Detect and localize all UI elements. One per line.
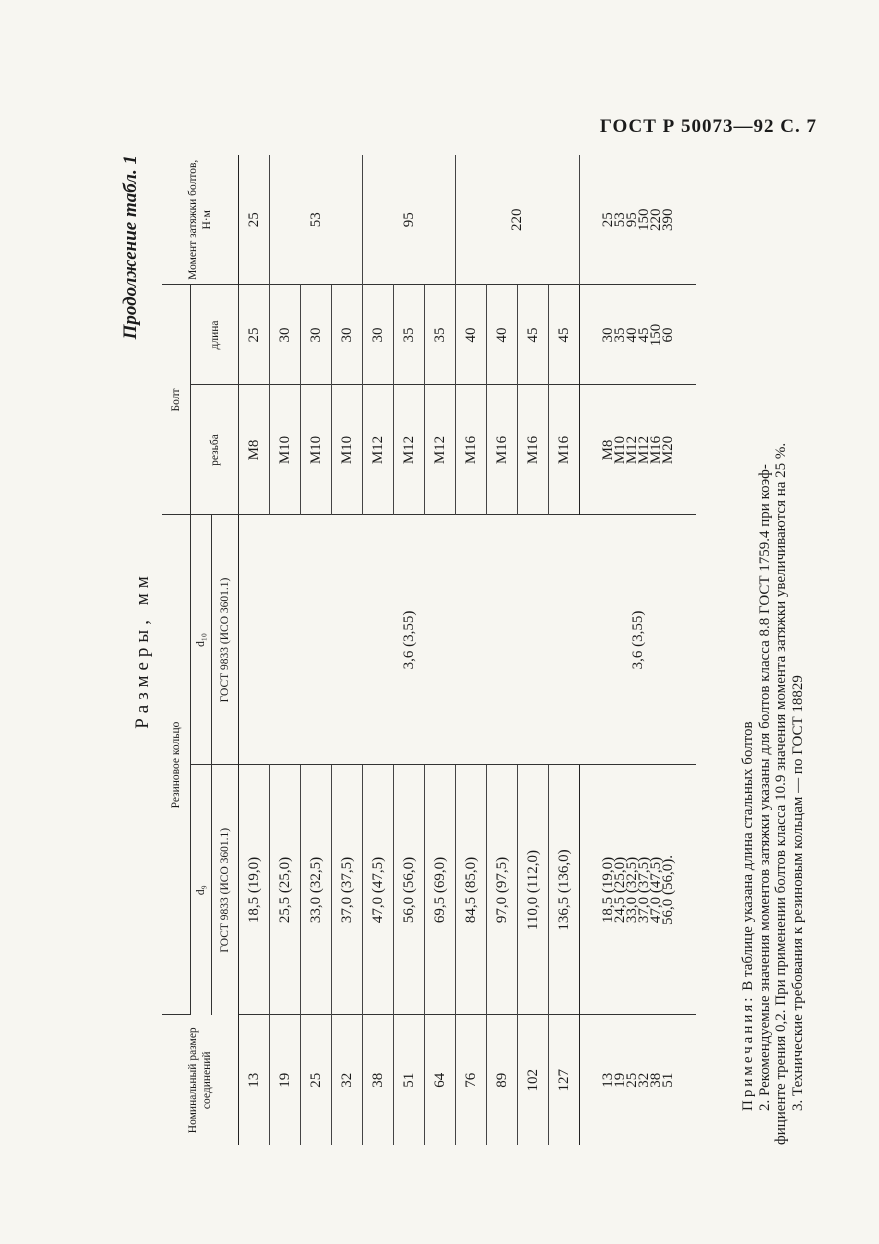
header-d10: d₁₀ — [191, 515, 212, 765]
cell-torque: 25 — [239, 155, 270, 285]
cell-thread: М12 — [425, 385, 456, 515]
cell-length: 35 — [394, 285, 425, 385]
cell-length: 30 — [332, 285, 363, 385]
cell-d9: 56,0 (56,0) — [394, 765, 425, 1015]
cell-d9: 33,0 (32,5) — [301, 765, 332, 1015]
header-d9-standard: ГОСТ 9833 (ИСО 3601.1) — [212, 765, 239, 1015]
note-2b: фициенте трения 0,2. При применении болтов класса 10.9 значения момента затяжки увеличиваются на 25 %. — [773, 442, 789, 1145]
header-bolt: Болт — [162, 285, 191, 515]
header-d9: d₉ — [191, 765, 212, 1015]
header-thread: резьба — [191, 385, 239, 515]
cell-thread: М8 — [239, 385, 270, 515]
cell-d9: 69,5 (69,0) — [425, 765, 456, 1015]
dimensions-table — [162, 155, 696, 1145]
cell-length: 35 — [425, 285, 456, 385]
note-1: Примечания: В таблице указана длина стальных болтов — [740, 721, 756, 1111]
table-title: Размеры, мм — [132, 571, 153, 729]
cell-length: 40 — [456, 285, 487, 385]
table-row — [239, 155, 270, 1145]
notes-label: Примечания: — [740, 994, 756, 1111]
cell-length: 30 — [301, 285, 332, 385]
page-header: ГОСТ Р 50073—92 С. 7 — [599, 116, 817, 137]
cell-d9: 25,5 (25,0) — [270, 765, 301, 1015]
cell-thread: М16 — [518, 385, 549, 515]
cell-length: 30 — [270, 285, 301, 385]
cell-nominal: 76 — [456, 1015, 487, 1145]
cell-d9: 37,0 (37,5) — [332, 765, 363, 1015]
cell-torque: 95 — [363, 155, 456, 285]
cell-thread: М10 — [270, 385, 301, 515]
cell-nominal: 13 — [239, 1015, 270, 1145]
cell-d9-list: 18,5 (19,0) 24,5 (25,0) 33,0 (32,5) 37,0 (37,5) 47,0 (47,5) 56,0 (56,0). — [580, 765, 697, 1015]
cell-d9: 136,5 (136,0) — [549, 765, 580, 1015]
cell-thread-list: М8 М10 М12 М12 М16 М20 — [580, 385, 697, 515]
cell-nominal: 64 — [425, 1015, 456, 1145]
cell-torque-list: 25 53 95 150 220 390 — [580, 155, 697, 285]
cell-length: 30 — [363, 285, 394, 385]
cell-nominal-list: 13 19 25 32 38 51 — [600, 1072, 676, 1088]
cell-thread: М12 — [394, 385, 425, 515]
header-length: длина — [191, 285, 239, 385]
cell-nominal: 25 — [301, 1015, 332, 1145]
cell-nominal: 19 — [270, 1015, 301, 1145]
cell-d9: 110,0 (112,0) — [518, 765, 549, 1015]
cell-length: 45 — [518, 285, 549, 385]
cell-d9: 84,5 (85,0) — [456, 765, 487, 1015]
continuation-title: Продолжение табл. 1 — [120, 155, 141, 340]
cell-length: 40 — [487, 285, 518, 385]
cell-length: 25 — [239, 285, 270, 385]
cell-torque: 53 — [270, 155, 363, 285]
cell-nominal: 32 — [332, 1015, 363, 1145]
cell-d9: 18,5 (19,0) — [239, 765, 270, 1015]
cell-thread: М10 — [301, 385, 332, 515]
rotated-table-block — [120, 155, 820, 1145]
cell-thread: М16 — [549, 385, 580, 515]
cell-torque: 220 — [456, 155, 580, 285]
cell-thread: М10 — [332, 385, 363, 515]
cell-length: 45 — [549, 285, 580, 385]
note-2a: 2. Рекомендуемые значения моментов затяжки указаны для болтов класса 8.8 ГОСТ 1759.4 при коэф- — [756, 464, 773, 1111]
cell-length-list: 30 35 40 45 150 60 — [580, 285, 697, 385]
cell-d10-merged: 3,6 (3,55) — [239, 515, 580, 765]
cell-thread: М16 — [456, 385, 487, 515]
header-d10-standard: ГОСТ 9833 (ИСО 3601.1) — [212, 515, 239, 765]
cell-nominal: 102 — [518, 1015, 549, 1145]
cell-d9: 97,0 (97,5) — [487, 765, 518, 1015]
cell-d9: 47,0 (47,5) — [363, 765, 394, 1015]
cell-thread: М12 — [363, 385, 394, 515]
note-3: 3. Технические требования к резиновым кольцам — по ГОСТ 18829 — [789, 675, 806, 1111]
cell-nominal: 51 — [394, 1015, 425, 1145]
cell-thread: М16 — [487, 385, 518, 515]
header-ring: Резиновое кольцо — [162, 515, 191, 1015]
header-nominal: Номинальный размер соединений — [162, 1015, 239, 1145]
cell-nominal: 38 — [363, 1015, 394, 1145]
table-row-summary — [580, 155, 697, 1145]
cell-nominal: 89 — [487, 1015, 518, 1145]
notes — [740, 155, 806, 1145]
header-torque: Момент затяжки болтов, Н·м — [162, 155, 239, 285]
cell-d10-summary: 3,6 (3,55) — [580, 515, 697, 765]
cell-nominal: 127 — [549, 1015, 580, 1145]
